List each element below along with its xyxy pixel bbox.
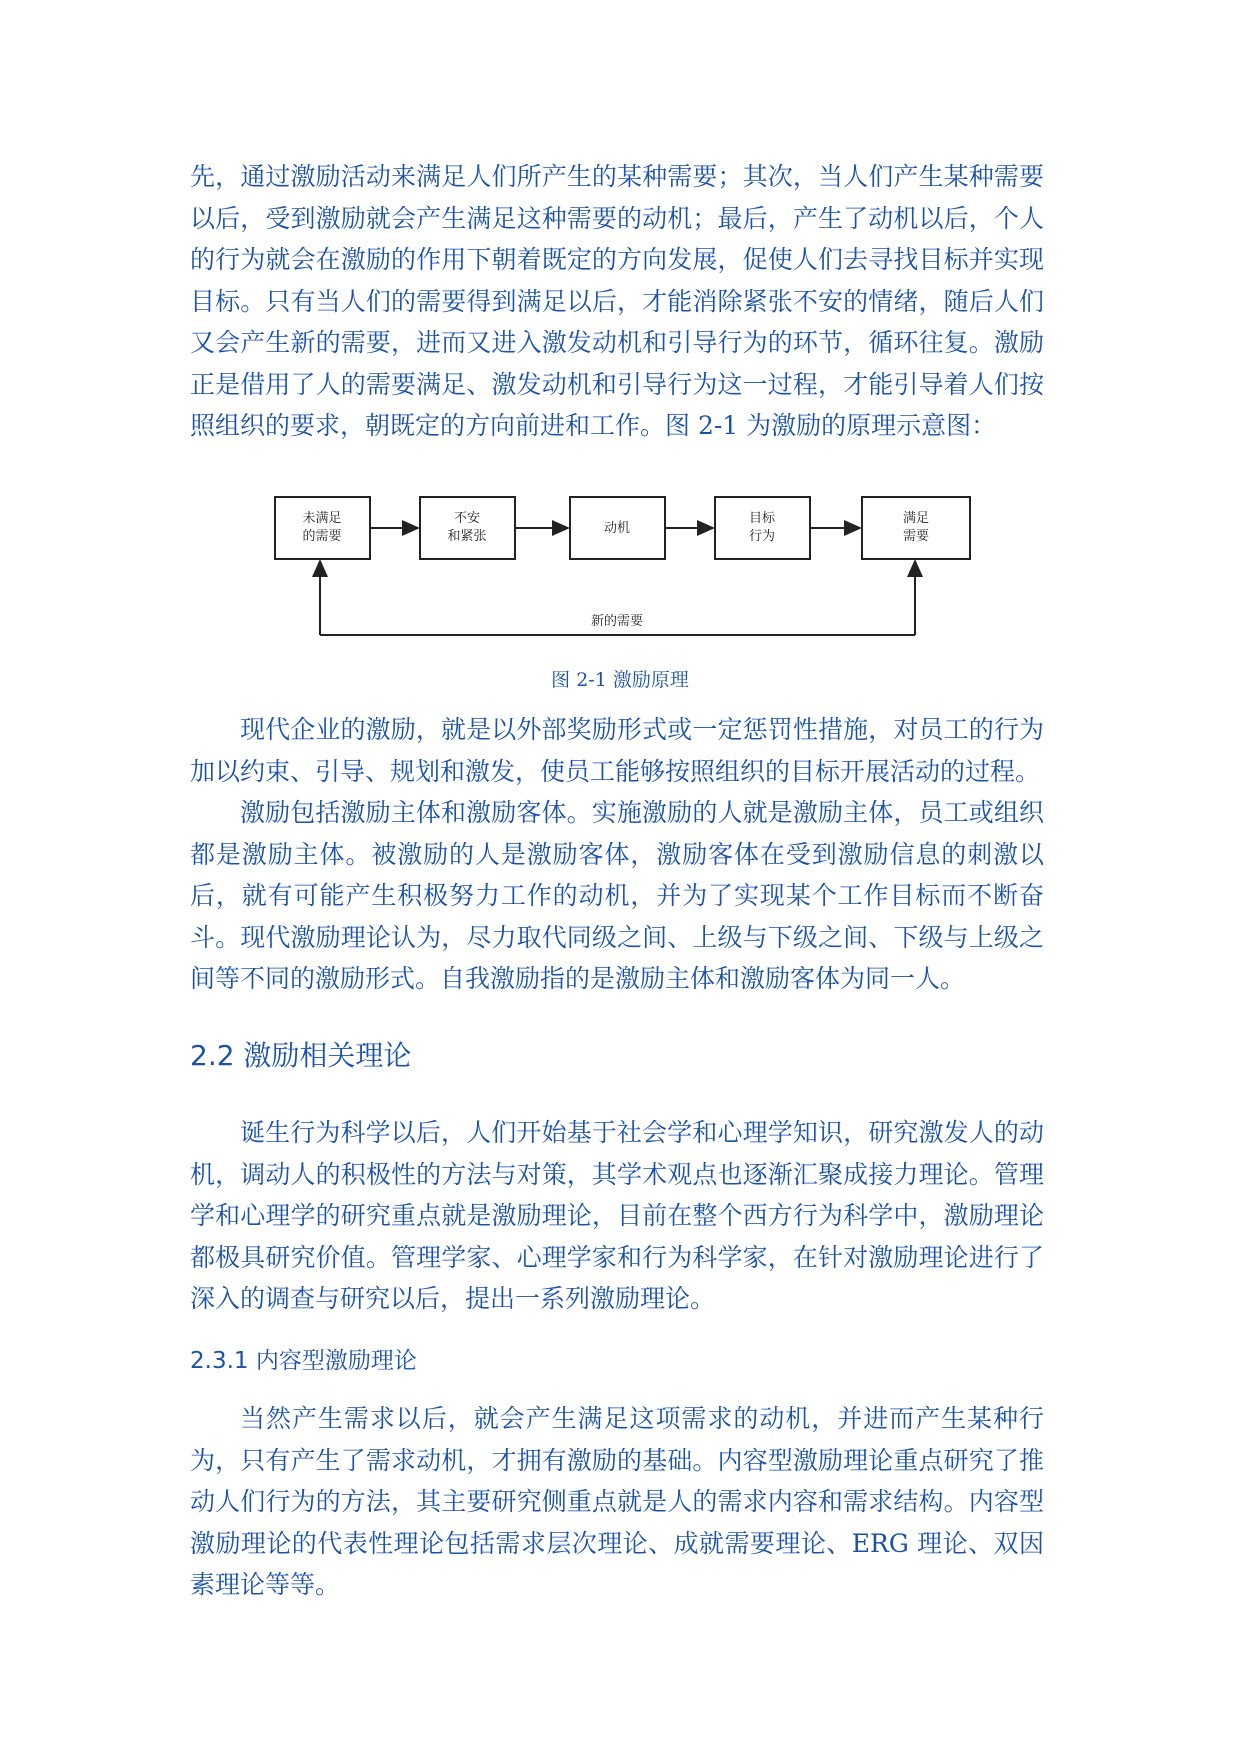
diagram-box-tension [420,497,515,559]
diagram-box-goal-behavior [715,497,810,559]
section-heading-2-3-1: 2.3.1 内容型激励理论 [190,1348,417,1374]
box-label: 目标 [748,511,776,526]
motivation-diagram [265,492,975,652]
box-label: 不安 [453,511,481,526]
box-label: 未满足 [302,511,342,526]
figure-caption: 图 2-1 激励原理 [551,669,689,691]
paragraph-content-theory: 当然产生需求以后，就会产生满足这项需求的动机，并进而产生某种行为，只有产生了需求动机，才拥有激励的基础。内容型激励理论重点研究了推动人们行为的方法，其主要研究侧重点就是人的需求内容和需求结构。内容型激励理论的代表性理论包括需求层次理论、成就需要理论、ERG 理论、双因素理论等等。 [190,1404,1044,1599]
paragraph-subject-object: 激励包括激励主体和激励客体。实施激励的人就是激励主体，员工或组织都是激励主体。被激励的人是激励客体，激励客体在受到激励信息的刺激以后，就有可能产生积极努力工作的动机，并为了实现某个工作目标而不断奋斗。现代激励理论认为，尽力取代同级之间、上级与下级之间、下级与上级之间等不同的激励形式。自我激励指的是激励主体和激励客体为同一人。 [190,798,1044,993]
box-label: 动机 [603,521,631,536]
box-label: 满足 [902,511,930,526]
diagram-box-unmet-need [275,497,370,559]
box-label: 需要 [902,529,930,544]
box-label: 行为 [748,529,776,544]
box-label: 和紧张 [447,529,487,544]
paragraph-theories-intro: 诞生行为科学以后，人们开始基于社会学和心理学知识，研究激发人的动机，调动人的积极性的方法与对策，其学术观点也逐渐汇聚成接力理论。管理学和心理学的研究重点就是激励理论，目前在整个西方行为科学中，激励理论都极具研究价值。管理学家、心理学家和行为科学家，在针对激励理论进行了深入的调查与研究以后，提出一系列激励理论。 [190,1118,1044,1313]
paragraph-modern-incentive: 现代企业的激励，就是以外部奖励形式或一定惩罚性措施，对员工的行为加以约束、引导、规划和激发，使员工能够按照组织的目标开展活动的过程。 [190,715,1044,786]
paragraph-intro: 先，通过激励活动来满足人们所产生的某种需要；其次，当人们产生某种需要以后，受到激励就会产生满足这种需要的动机；最后，产生了动机以后，个人的行为就会在激励的作用下朝着既定的方向发展，促使人们去寻找目标并实现目标。只有当人们的需要得到满足以后，才能消除紧张不安的情绪，随后人们又会产生新的需要，进而又进入激发动机和引导行为的环节，循环往复。激励正是借用了人的需要满足、激发动机和引导行为这一过程，才能引导着人们按照组织的要求，朝既定的方向前进和工作。图 2-1 为激励的原理示意图： [190,162,1044,440]
box-label: 的需要 [302,529,342,544]
feedback-label: 新的需要 [590,614,644,629]
diagram-box-satisfied-need [862,497,970,559]
section-heading-2-2: 2.2 激励相关理论 [190,1039,412,1072]
